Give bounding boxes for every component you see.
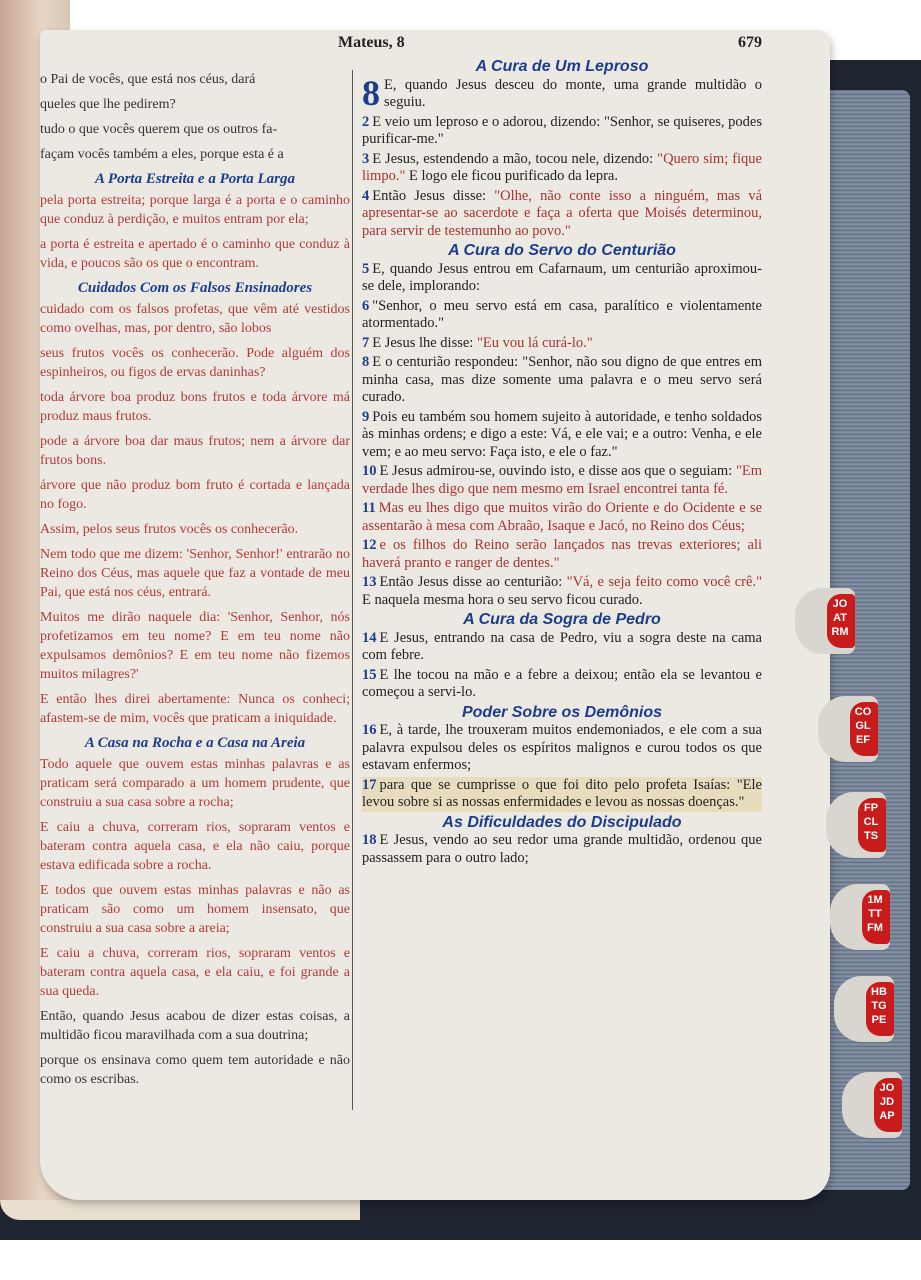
left-column (40, 70, 350, 1130)
verse-number: 18 (362, 832, 377, 848)
verse-7 (362, 335, 762, 353)
verse-12 (362, 537, 762, 572)
verse-number: 8 (362, 354, 370, 370)
words-of-jesus: e os filhos do Reino serão lançados nas trevas exteriores; ali haverá pranto e ranger de dentes." (362, 537, 762, 571)
tab-label: PE (871, 1014, 887, 1026)
tab-label: AP (879, 1110, 895, 1122)
section-heading: A Porta Estreita e a Porta Larga (94, 171, 295, 187)
verse-text: E o centurião respondeu: "Senhor, não sou digno de que entres em minha casa, mas dize somente uma palavra e o meu servo será curado. (362, 354, 762, 405)
verse-number: 10 (362, 463, 377, 479)
tab-label: TS (863, 830, 879, 842)
thumb-index-tab[interactable] (826, 792, 886, 858)
tab-label: TG (871, 1000, 887, 1012)
page-header (330, 34, 770, 58)
verse-17-highlighted (362, 777, 762, 812)
words-of-jesus: Mas eu lhes digo que muitos virão do Oriente e do Ocidente e se assentarão à mesa com Abraão, Isaque e Jacó, no Reino dos Céus; (362, 500, 762, 534)
verse-number: 4 (362, 187, 370, 204)
section-heading: A Casa na Rocha e a Casa na Areia (84, 735, 306, 751)
verse-18 (362, 832, 762, 867)
tab-label: JO (879, 1082, 895, 1094)
verse-text: E lhe tocou na mão e a febre a deixou; então ela se levantou e começou a servi-lo. (362, 666, 762, 700)
tab-label: TT (868, 908, 882, 920)
verse: E caiu a chuva, correram rios, sopraram ventos e bateram contra aquela casa, e ela não caiu, porque estava edificada sobre a rocha. (40, 820, 350, 873)
verse-6 (362, 298, 762, 333)
verse-1 (362, 72, 762, 113)
tab-label: EF (855, 734, 871, 746)
verse-text: E naquela mesma hora o seu servo ficou curado. (362, 591, 643, 608)
verse-text: para que se cumprisse o que foi dito pelo profeta Isaías: "Ele levou sobre si as nossas enfermidades e levou as nossas doenças." (362, 776, 762, 810)
chapter-number: 8 (362, 72, 380, 113)
verse: E caiu a chuva, correram rios, sopraram ventos e bateram contra aquela casa, e ela caiu, e foi grande a sua queda. (40, 946, 350, 999)
verse-text: E veio um leproso e o adorou, dizendo: "Senhor, se quiseres, podes purificar-me." (362, 113, 762, 147)
tab-label: FP (863, 802, 879, 814)
verse-text: E logo ele ficou purificado da lepra. (405, 168, 618, 184)
words-of-jesus: "Quero sim; fique limpo." (362, 150, 762, 184)
verse-text: E, à tarde, lhe trouxeram muitos endemoniados, e ele com a sua palavra expulsou deles os espíritos malignos e curou todos os que estavam enfermos; (362, 722, 762, 773)
verse-text: E Jesus, vendo ao seu redor uma grande multidão, ordenou que passassem para o outro lado; (362, 832, 762, 866)
tab-label: 1M (867, 894, 883, 906)
verse-number: 16 (362, 722, 377, 738)
section-heading: A Cura de Um Leproso (475, 58, 649, 75)
verse-10 (362, 463, 762, 498)
verse-11 (362, 500, 762, 535)
verse-16 (362, 722, 762, 775)
verse: Nem todo que me dizem: 'Senhor, Senhor!' entrarão no Reino dos Céus, mas aquele que faz a vontade de meu Pai, que está nos céus, entrará. (40, 547, 350, 600)
verse: pela porta estreita; porque larga é a porta e o caminho que conduz à perdição, e muitos entram por ela; (40, 193, 350, 227)
verse-text: E Jesus lhe disse: (372, 334, 477, 351)
verse: Então, quando Jesus acabou de dizer estas coisas, a multidão ficou maravilhada com a sua doutrina; (40, 1009, 350, 1043)
verse-5 (362, 261, 762, 296)
verse-text: E, quando Jesus desceu do monte, uma grande multidão o seguiu. (384, 76, 762, 110)
verse-text: E Jesus, estendendo a mão, tocou nele, dizendo: (372, 150, 658, 167)
thumb-index-tab[interactable] (834, 976, 894, 1042)
verse-number: 15 (362, 666, 377, 683)
verse-text: "Senhor, o meu servo está em casa, paralítico e violentamente atormentado." (362, 297, 762, 331)
verse: Todo aquele que ouvem estas minhas palavras e as praticam será comparado a um homem prudente, que construiu a sua casa sobre a rocha; (40, 757, 350, 810)
verse-text: Pois eu também sou homem sujeito à autoridade, e tenho soldados às minhas ordens; e digo a este: Vá, e ele vai; e a outro: Venha, e ele vem; e ao meu servo: Faça isto, e ele o faz." (362, 408, 762, 460)
tab-label: AT (833, 612, 847, 624)
verse-number: 6 (362, 297, 370, 314)
verse-13 (362, 574, 762, 609)
verse-3 (362, 151, 762, 186)
verse-number: 5 (362, 260, 370, 277)
verse-14 (362, 630, 762, 665)
book-chapter-reference: Mateus, 8 (338, 34, 405, 51)
verse-8 (362, 354, 762, 407)
verse-text: Então Jesus disse ao centurião: (379, 574, 567, 590)
thumb-index-tab[interactable] (842, 1072, 902, 1138)
section-heading: A Cura da Sogra de Pedro (463, 611, 661, 628)
verse-number: 14 (362, 629, 377, 646)
verse-number: 3 (362, 150, 370, 167)
verse: cuidado com os falsos profetas, que vêm até vestidos como ovelhas, mas, por dentro, são lobos (40, 302, 350, 336)
verse: toda árvore boa produz bons frutos e toda árvore má produz maus frutos. (40, 390, 350, 424)
verse-number: 7 (362, 334, 370, 351)
verse: E todos que ouvem estas minhas palavras e não as praticam são como um homem insensato, que construiu a sua casa sobre a areia; (40, 883, 350, 936)
tab-label: HB (871, 986, 887, 998)
text-line: queles que lhe pedirem? (40, 97, 176, 112)
verse-number: 17 (362, 776, 377, 793)
verse: Muitos me dirão naquele dia: 'Senhor, Senhor, nós profetizamos em teu nome? E em teu nome não expulsamos demônios? E em teu nome não fizemos muitos milagres?' (40, 610, 350, 682)
verse: porque os ensinava como quem tem autoridade e não como os escribas. (40, 1053, 350, 1087)
section-heading: A Cura do Servo do Centurião (448, 242, 676, 259)
verse-number: 12 (362, 537, 377, 553)
text-line: façam vocês também a eles, porque esta é a (40, 147, 284, 162)
section-heading: Poder Sobre os Demônios (461, 703, 663, 721)
verse-number: 13 (362, 574, 377, 590)
page-number: 679 (738, 34, 762, 51)
verse-number: 9 (362, 408, 370, 425)
right-column (362, 58, 762, 1118)
tab-label: JD (879, 1096, 895, 1108)
text-line: o Pai de vocês, que está nos céus, dará (40, 72, 256, 87)
column-divider (352, 70, 353, 1110)
words-of-jesus: "Em verdade lhes digo que nem mesmo em Israel encontrei tanta fé. (362, 463, 762, 497)
text-line: tudo o que vocês querem que os outros fa- (40, 122, 278, 137)
verse-9 (362, 409, 762, 462)
verse: Assim, pelos seus frutos vocês os conhecerão. (40, 522, 299, 537)
verse-text: E, quando Jesus entrou em Cafarnaum, um centurião aproximou-se dele, implorando: (362, 260, 762, 294)
thumb-index-tab[interactable] (795, 588, 855, 654)
verse-text: E Jesus, entrando na casa de Pedro, viu a sogra deste na cama com febre. (362, 629, 762, 663)
verse-15 (362, 667, 762, 702)
words-of-jesus: "Vá, e seja feito como você crê." (566, 574, 762, 590)
verse-number: 11 (362, 500, 376, 516)
thumb-index-tab[interactable] (830, 884, 890, 950)
tab-label: CL (863, 816, 879, 828)
verse-text: E Jesus admirou-se, ouvindo isto, e disse aos que o seguiam: (379, 463, 736, 479)
section-heading: Cuidados Com os Falsos Ensinadores (77, 280, 313, 296)
thumb-index-tab[interactable] (818, 696, 878, 762)
verse: pode a árvore boa dar maus frutos; nem a árvore dar frutos bons. (40, 434, 350, 468)
verse: a porta é estreita e apertado é o caminho que conduz à vida, e poucos são os que o encontram. (40, 237, 350, 271)
tab-label: CO (854, 706, 872, 718)
tab-label: GL (855, 720, 871, 732)
verse-4 (362, 188, 762, 241)
words-of-jesus: "Olhe, não conte isso a ninguém, mas vá apresentar-se ao sacerdote e faça a oferta que Moisés determinou, para servir de testemunho ao povo." (362, 187, 762, 239)
words-of-jesus: "Eu vou lá curá-lo." (476, 334, 593, 351)
verse: seus frutos vocês os conhecerão. Pode alguém dos espinheiros, ou figos de ervas daninhas? (40, 346, 350, 380)
tab-label: RM (831, 626, 849, 638)
verse: árvore que não produz bom fruto é cortada e lançada no fogo. (40, 478, 350, 512)
verse-number: 2 (362, 113, 370, 130)
section-heading: As Dificuldades do Discipulado (442, 813, 682, 831)
tab-label: FM (867, 922, 883, 934)
verse-text: Então Jesus disse: (372, 187, 495, 204)
verse: E então lhes direi abertamente: Nunca os conheci; afastem-se de mim, vocês que praticam a iniquidade. (40, 692, 350, 726)
tab-label: JO (832, 598, 848, 610)
verse-2 (362, 114, 762, 149)
